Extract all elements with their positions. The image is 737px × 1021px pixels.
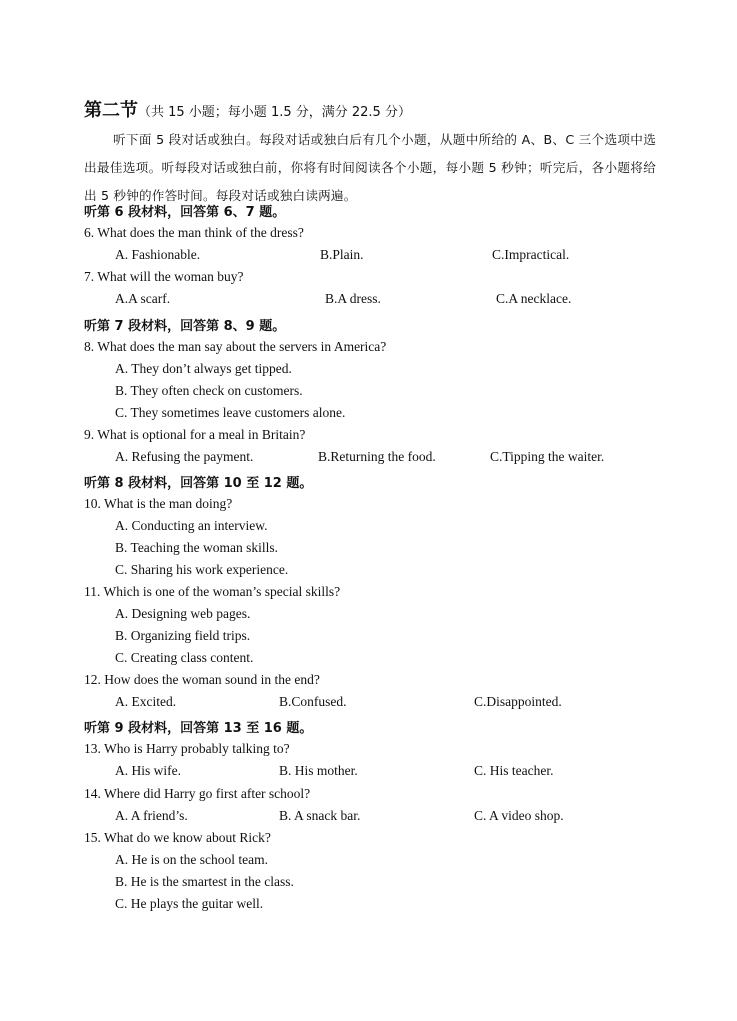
- option-a: A.A scarf.: [115, 291, 171, 306]
- question-stem: 13. Who is Harry probably talking to?: [84, 741, 290, 756]
- option-b: B. They often check on customers.: [115, 383, 303, 398]
- option-a: A. Refusing the payment.: [115, 449, 254, 464]
- question-stem: 12. How does the woman sound in the end?: [84, 672, 320, 687]
- option-a: A. He is on the school team.: [115, 852, 268, 867]
- question-stem: 14. Where did Harry go first after school?: [84, 786, 311, 801]
- section-scoring: （共 15 小题；每小题 1.5 分，满分 22.5 分）: [138, 105, 411, 120]
- section-header: [84, 96, 411, 122]
- option-b: B.Returning the food.: [318, 449, 436, 464]
- option-a: A. Conducting an interview.: [115, 518, 268, 533]
- option-b: B. His mother.: [279, 763, 358, 778]
- option-b: B.Confused.: [279, 694, 347, 709]
- option-b: B.Plain.: [320, 247, 364, 262]
- question-stem: 9. What is optional for a meal in Britain?: [84, 427, 306, 442]
- option-b: B. He is the smartest in the class.: [115, 874, 294, 889]
- group-heading: 听第 7 段材料，回答第 8、9 题。: [84, 319, 286, 334]
- option-c: C.Disappointed.: [474, 694, 562, 709]
- option-c: C.Impractical.: [492, 247, 570, 262]
- option-b: B. Teaching the woman skills.: [115, 540, 279, 555]
- option-b: B. Organizing field trips.: [115, 628, 251, 643]
- option-c: C.Tipping the waiter.: [490, 449, 605, 464]
- option-a: A. Designing web pages.: [115, 606, 251, 621]
- group-heading: 听第 8 段材料，回答第 10 至 12 题。: [84, 476, 313, 491]
- question-stem: 11. Which is one of the woman’s special skills?: [84, 584, 341, 599]
- option-c: C. They sometimes leave customers alone.: [115, 405, 346, 420]
- question-stem: 8. What does the man say about the servers in America?: [84, 339, 387, 354]
- option-c: C. He plays the guitar well.: [115, 896, 264, 911]
- question-stem: 7. What will the woman buy?: [84, 269, 244, 284]
- option-c: C.A necklace.: [496, 291, 572, 306]
- option-c: C. His teacher.: [474, 763, 554, 778]
- option-a: A. His wife.: [115, 763, 181, 778]
- option-b: B. A snack bar.: [279, 808, 361, 823]
- option-b: B.A dress.: [325, 291, 381, 306]
- question-stem: 10. What is the man doing?: [84, 496, 233, 511]
- option-c: C. Creating class content.: [115, 650, 254, 665]
- question-stem: 15. What do we know about Rick?: [84, 830, 271, 845]
- option-c: C. Sharing his work experience.: [115, 562, 289, 577]
- question-stem: 6. What does the man think of the dress?: [84, 225, 304, 240]
- option-a: A. Fashionable.: [115, 247, 201, 262]
- option-a: A. Excited.: [115, 694, 177, 709]
- group-heading: 听第 9 段材料，回答第 13 至 16 题。: [84, 721, 313, 736]
- instructions-paragraph: 听下面 5 段对话或独白。每段对话或独白后有几个小题，从题中所给的 A、B、C 三个选项中选出最佳选项。听每段对话或独白前，你将有时间阅读各个小题，每小题 5 秒钟；听完后，各小题将给出 5 秒钟的作答时间。每段对话或独白读两遍。: [84, 132, 656, 203]
- option-a: A. They don’t always get tipped.: [115, 361, 292, 376]
- section-title: 第二节: [84, 100, 138, 121]
- option-c: C. A video shop.: [474, 808, 564, 823]
- group-heading: 听第 6 段材料，回答第 6、7 题。: [84, 205, 286, 220]
- option-a: A. A friend’s.: [115, 808, 188, 823]
